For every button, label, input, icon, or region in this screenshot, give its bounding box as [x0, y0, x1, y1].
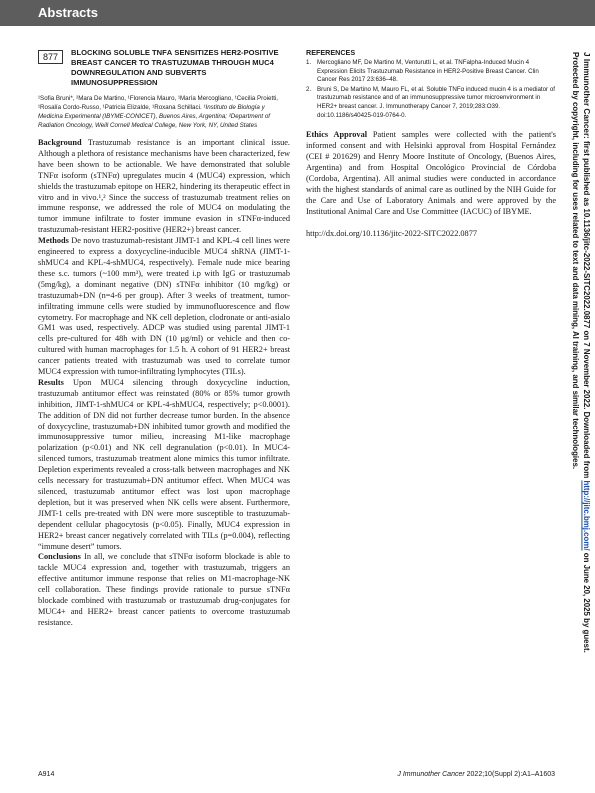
conclusions-text: In all, we conclude that sTNFα isoform blockade is able to tackle MUC4 expression and, together with trastuzumab, triggers an effective antitumor immune response that relies on M1-macrophage-NK cell collaboration. These findings provide rationale to pursue sTNFα blockade combined with trastuzumab or trastuzumab drug-conjugates for MUC4+ and HER2+ breast cancer patients to overcome trastuzumab resistance. — [38, 552, 290, 627]
abstract-body — [38, 138, 290, 629]
ethics-text: Patient samples were collected with the patient's informed consent and with Helsinki approval from Hospital Fernández (CEI # 201629) and Henry Moore Institute of Oncology, (Buenos Aires, Argentina) and from Hospital Oncológico Provincial de Córdoba (Cordoba, Argentina). All animal studies were conducted in accordance with the highest standards of animal care as outlined by the NIH Guide for the Care and Use of Laboratory Animals and were approved by the Institutional Animal Care and Use Committee (IACUC) of IBYME. — [306, 130, 557, 216]
author-list: ¹Sofia Bruni*, ²Mara De Martino, ¹Florencia Mauro, ¹María Mercogliano, ¹Cecilia Proietti, ¹Rosalía Cordo-Russo, ¹Patricia Elizalde, ¹Roxana Schillaci. — [38, 95, 279, 111]
methods-paragraph — [38, 236, 290, 378]
sidebar-line-2: Protected by copyright, including for uses related to text and data mining, AI training, and similar technologies. — [571, 52, 580, 470]
background-paragraph — [38, 138, 290, 236]
methods-text: De novo trastuzumab-resistant JIMT-1 and KPL-4 cell lines were engineered to express a doxycycline-inducible MUC4 shRNA (JIMT-1-shMUC4 and KPL-4-shMUC4, respectively). Female nude mice bearing these s.c. tumors (~100 mm³), were treated i.p with IgG or trastuzumab (5mg/kg), a dominant negative (DN) sTNFα inhibitor (10 mg/kg) or trastuzumab+DN (n=4-6 per group). After 3 weeks of treatment, tumor-infiltrating immune cells were studied by immunofluorescence and flow cytometry. For macrophage and NK cell depletion, clodronate or anti-asialo GM1 was used, respectively. ADCP was studied using parental JIMT-1 cells pre-cultured for 48h with DN (10 μg/ml) or vehicle and then co-cultured with human macrophages for 1.5 h. A cohort of 91 HER2+ breast cancer patients treated with trastuzumab was used to correlate tumor MUC4 expression with tumor-infiltrating lymphocytes (TILs). — [38, 236, 290, 377]
author-block — [38, 94, 290, 130]
footer-journal: J Immunother Cancer — [397, 771, 465, 778]
reference-number: 2. — [306, 85, 312, 93]
sidebar-provenance: : first published as 10.1136/jitc-2022-SITC2022.0877 on 7 November 2022. Downloaded from — [582, 136, 591, 479]
right-column — [306, 48, 556, 238]
abstract-title: BLOCKING SOLUBLE TNFΑ SENSITIZES HER2-POSITIVE BREAST CANCER TO TRASTUZUMAB THROUGH MUC4 DOWNREGULATION AND SUBVERTS IMMUNOSUPPRESSION — [71, 48, 279, 87]
page-footer — [38, 771, 555, 778]
reference-item — [306, 86, 556, 120]
reference-number: 1. — [306, 59, 312, 66]
page-number: A914 — [38, 771, 55, 778]
ethics-label: Ethics Approval — [306, 130, 368, 140]
methods-label: Methods — [38, 236, 69, 246]
results-paragraph — [38, 378, 290, 553]
abstract-header — [38, 48, 290, 88]
footer-volume: 2022;10(Suppl 2):A1–A1603 — [464, 771, 555, 778]
affiliation-list: ¹Instituto de Biología y Medicina Experimental (IBYME-CONICET), Buenos Aires, Argentina; ²Department of Radiation Oncology, Weill Cornell Medical College, New York, NY, United States — [38, 104, 271, 129]
sidebar-date: on June 20, 2025 by guest. — [582, 552, 591, 653]
abstract-column — [38, 48, 290, 629]
background-label: Background — [38, 138, 82, 147]
footer-citation — [397, 771, 555, 778]
results-label: Results — [38, 377, 64, 387]
ethics-paragraph — [306, 130, 556, 217]
references-list — [306, 59, 556, 120]
conclusions-paragraph — [38, 552, 290, 628]
conclusions-label: Conclusions — [38, 552, 81, 562]
reference-text: Bruni S, De Martino M, Mauro FL, et al. Soluble TNFα induced mucin 4 is a mediator of trastuzumab resistance and of an immunosuppressive tumor microenvironment in HER2+ breast cancer. J. Immunotherapy Cancer 7, 2019;283:O39. doi:10.1186/s40425-019-0764-0. — [317, 85, 556, 119]
abstract-number: 877 — [38, 50, 63, 64]
background-text: Trastuzumab resistance is an important clinical issue. Although a plethora of resistance mechanisms have been characterized, few have been shown to be actionable. We have demonstrated that soluble TNFα isoform (sTNFα) upregulates mucin 4 (MUC4) expression, which shields the trastuzumab epitope on HER2, hindering its therapeutic effect in vitro and in vivo.¹,² Since the success of trastuzumab treatment relies on immune response, we addressed the role of MUC4 on modulating the tumor immune infiltrate to foster immune evasion in sTNFα-induced trastuzumab-resistant HER2-positive (HER2+) breast cancer. — [38, 138, 290, 235]
section-title: Abstracts — [38, 5, 98, 20]
copyright-sidebar — [570, 52, 592, 752]
sidebar-journal: J Immunother Cancer — [582, 52, 591, 137]
doi-link[interactable]: http://dx.doi.org/10.1136/jitc-2022-SITC2022.0877 — [306, 229, 478, 239]
section-banner — [0, 0, 595, 26]
sidebar-line-1 — [581, 52, 592, 752]
results-text: Upon MUC4 silencing through doxycycline induction, trastuzumab antitumor effect was reinstated (80% or 85% tumor growth inhibition, JIMT-1-shMUC4 or KPL-4-shMUC4, respectively; p<0.0001). The addition of DN did not further decrease tumor burden. In the absence of doxycycline, trastuzumab+DN inhibited tumor growth and modified the immunosuppressive tumor milieu, increasing M1-like macrophage polarization (p<0.01) and NK cell degranulation (p<0.01). In MUC4-silenced tumors, trastuzumab treatment alone mimics this tumor infiltrate. Depletion experiments revealed a cross-talk between macrophages and NK cells necessary for trastuzumab+DN antitumor effect. When MUC4 was silenced, trastuzumab antitumor effect was lost upon macrophage depletion, but it was preserved when NK cells were absent. Furthermore, JIMT-1 cells pre-treated with DN were more susceptible to trastuzumab-dependent cellular phagocytosis (p<0.05). Finally, MUC4 expression in HER2+ breast cancer negatively correlated with TILs (p=0.004), reflecting “immune desert” tumors. — [38, 377, 291, 551]
references-heading: REFERENCES — [306, 48, 356, 57]
reference-text: Mercogliano MF, De Martino M, Venturutti L, et al. TNFalpha-Induced Mucin 4 Expression Elicits Trastuzumab Resistance in HER2-Positive Breast Cancer. Clin Cancer Res 2017 23:636–48. — [317, 59, 539, 84]
jitc-link[interactable]: http://jitc.bmj.com/ — [582, 480, 591, 551]
reference-item — [306, 59, 556, 85]
